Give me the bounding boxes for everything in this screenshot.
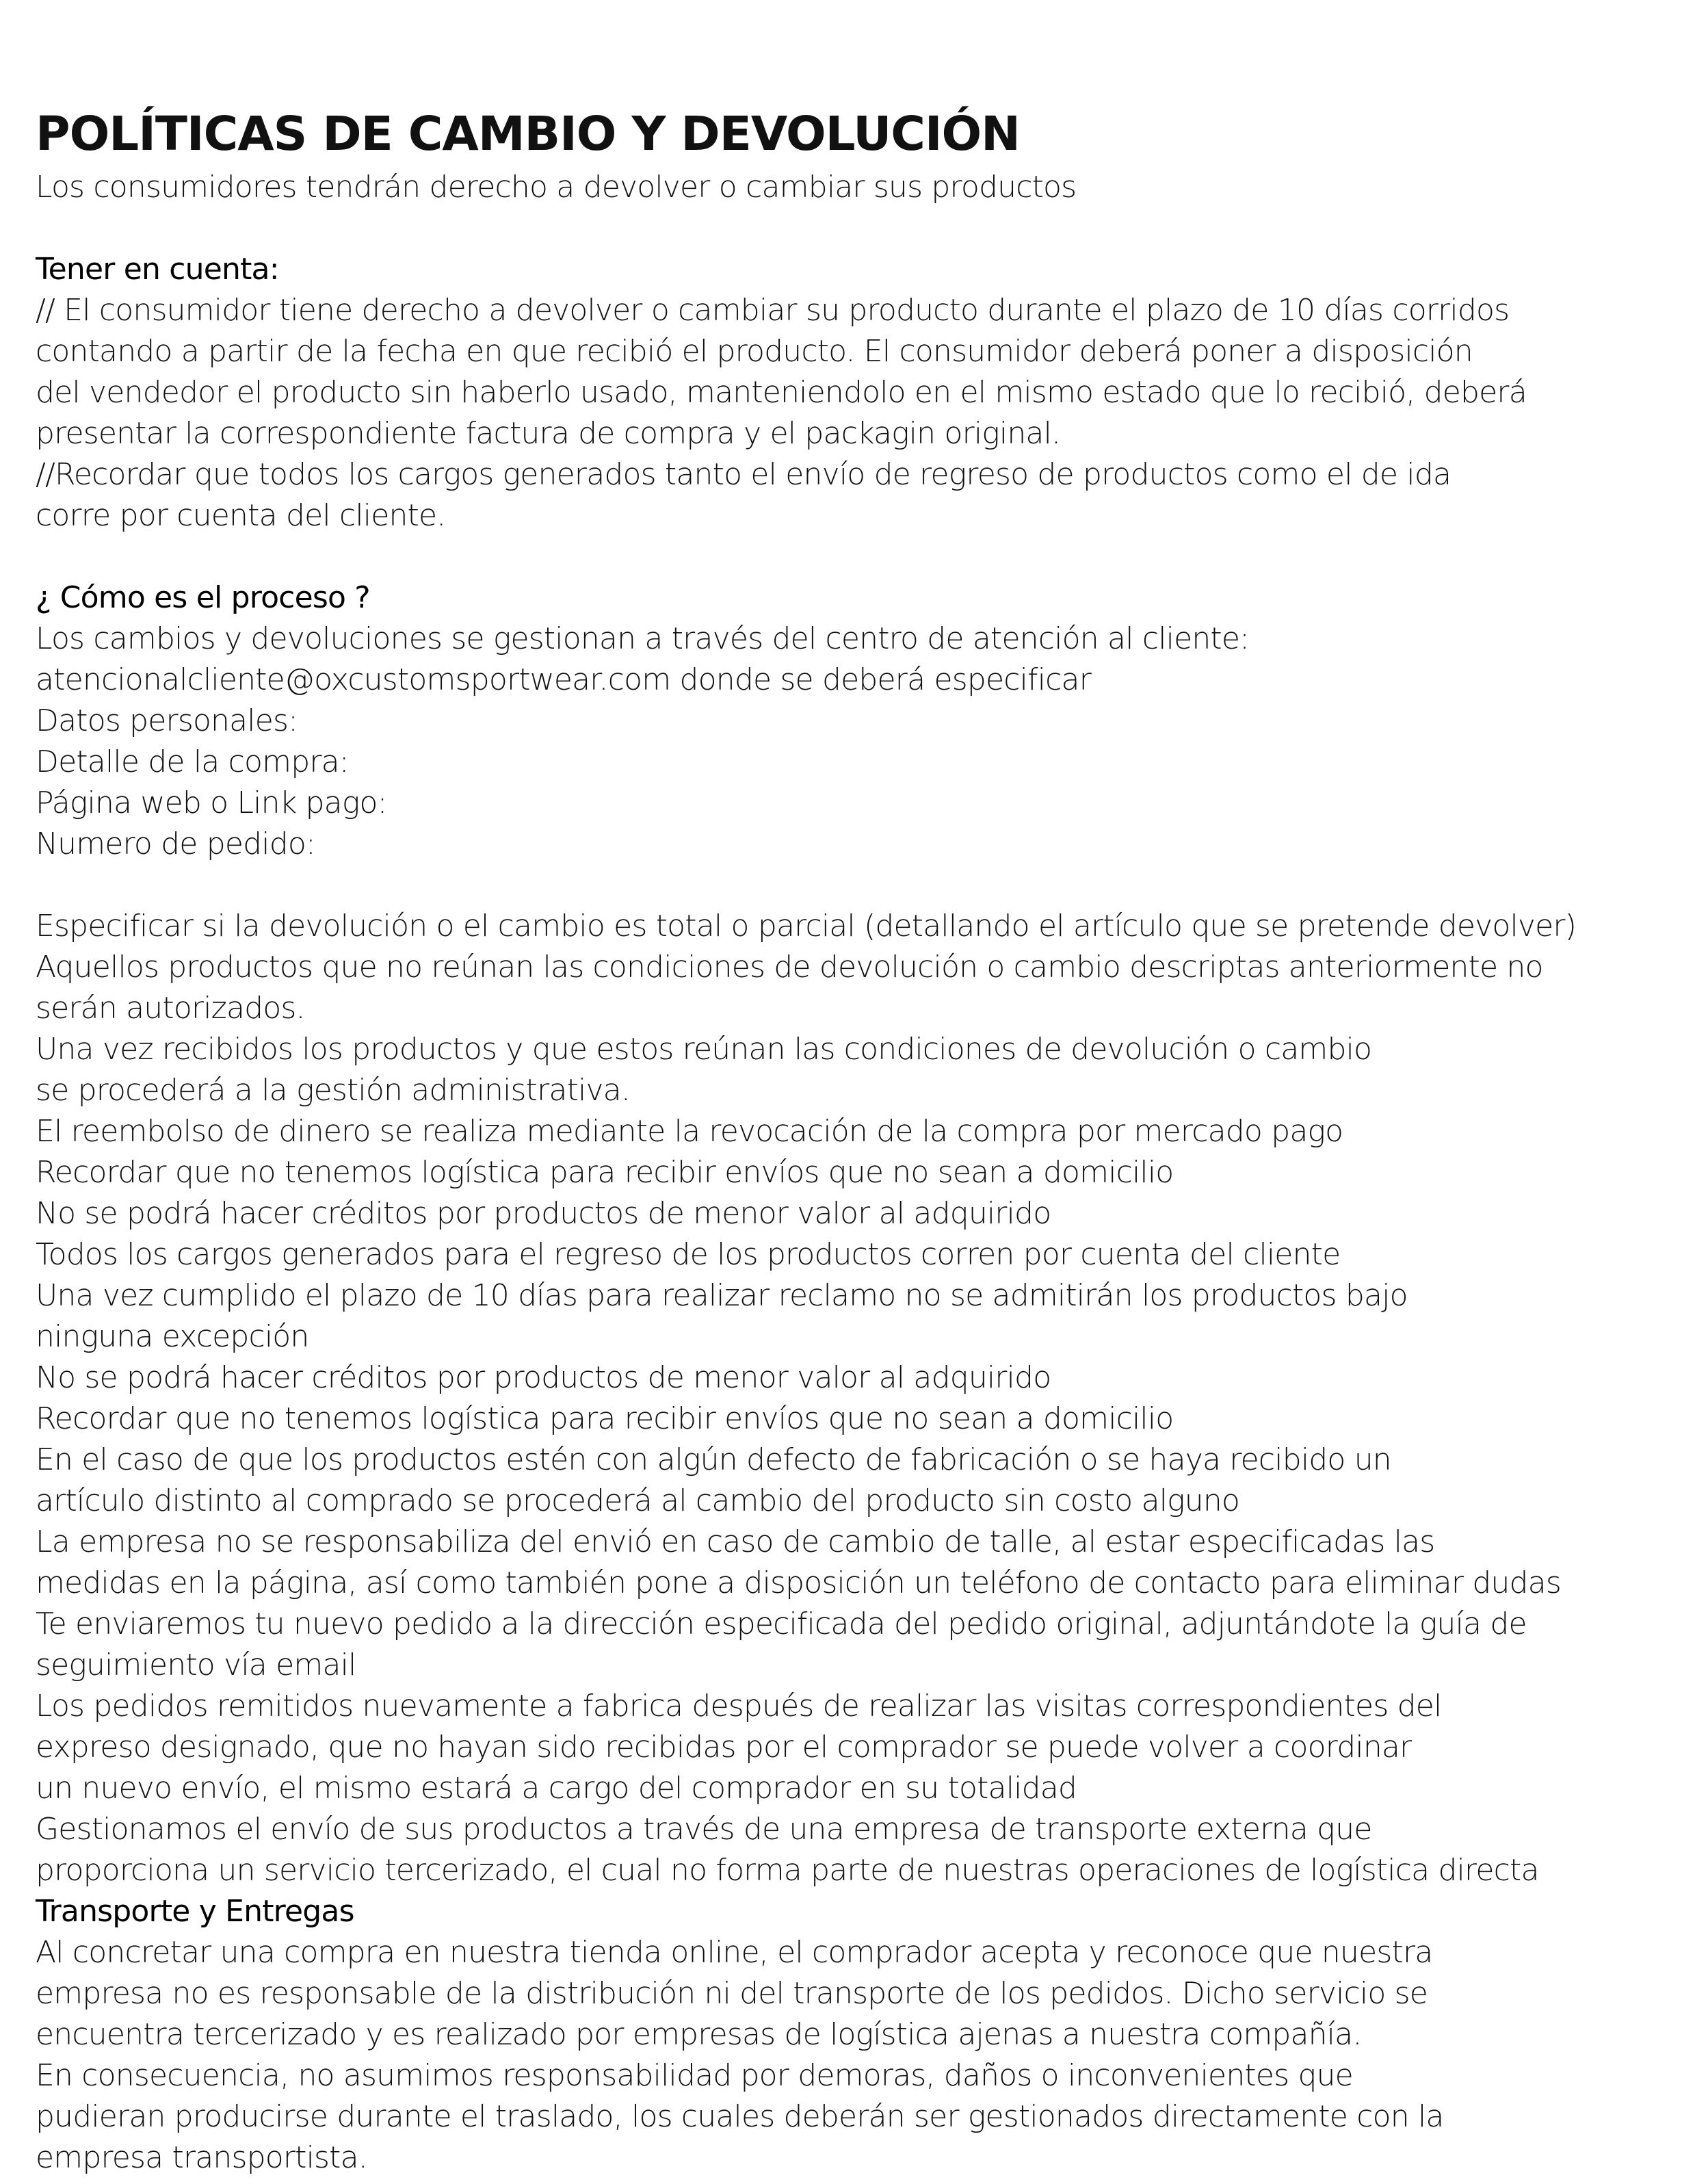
section-heading-transporte: Transporte y Entregas <box>36 1894 354 1929</box>
paragraph-line: empresa no es responsable de la distribución ni del transporte de los pedidos. Dicho servicio se <box>36 1976 1428 2011</box>
contact-email: atencionalcliente@oxcustomsportwear.com donde se deberá especificar <box>36 662 1092 697</box>
paragraph-line: Te enviaremos tu nuevo pedido a la dirección especificada del pedido original, adjuntándote la guía de <box>36 1607 1527 1641</box>
field-label-detalle-compra: Detalle de la compra: <box>36 744 349 779</box>
policy-document <box>36 101 1691 2179</box>
paragraph-line: serán autorizados. <box>36 991 305 1026</box>
paragraph-line: //Recordar que todos los cargos generados tanto el envío de regreso de productos como el de ida <box>36 457 1451 492</box>
paragraph-line: No se podrá hacer créditos por productos de menor valor al adquirido <box>36 1360 1051 1395</box>
paragraph-line: Los pedidos remitidos nuevamente a fabrica después de realizar las visitas correspondientes del <box>36 1689 1442 1724</box>
paragraph-line: se procederá a la gestión administrativa. <box>36 1073 631 1108</box>
paragraph-line: La empresa no se responsabiliza del envió en caso de cambio de talle, al estar especificadas las <box>36 1524 1435 1559</box>
paragraph-line: Especificar si la devolución o el cambio es total o parcial (detallando el artículo que se pretende devolver) <box>36 909 1577 944</box>
paragraph-line: medidas en la página, así como también pone a disposición un teléfono de contacto para eliminar dudas <box>36 1565 1561 1600</box>
paragraph-line: proporciona un servicio tercerizado, el cual no forma parte de nuestras operaciones de logística directa <box>36 1853 1539 1888</box>
paragraph-line: empresa transportista. <box>36 2140 367 2175</box>
paragraph-line: Una vez cumplido el plazo de 10 días para realizar reclamo no se admitirán los productos bajo <box>36 1278 1408 1313</box>
section-heading-tener-en-cuenta: Tener en cuenta: <box>36 252 279 287</box>
paragraph-line: Todos los cargos generados para el regreso de los productos corren por cuenta del cliente <box>36 1237 1341 1272</box>
spacer <box>36 536 1691 577</box>
paragraph-line: No se podrá hacer créditos por productos de menor valor al adquirido <box>36 1196 1051 1231</box>
page-title: POLÍTICAS DE CAMBIO Y DEVOLUCIÓN <box>36 107 1020 161</box>
field-label-pagina-web: Página web o Link pago: <box>36 785 387 820</box>
paragraph-line: corre por cuenta del cliente. <box>36 498 446 533</box>
paragraph-line: Los cambios y devoluciones se gestionan a través del centro de atención al cliente: <box>36 621 1250 656</box>
field-label-datos-personales: Datos personales: <box>36 703 298 738</box>
paragraph-line: Gestionamos el envío de sus productos a través de una empresa de transporte externa que <box>36 1812 1372 1847</box>
paragraph-line: seguimiento vía email <box>36 1648 356 1682</box>
paragraph-line: un nuevo envío, el mismo estará a cargo del comprador en su totalidad <box>36 1771 1077 1806</box>
paragraph-line: ninguna excepción <box>36 1319 309 1354</box>
paragraph-line: Una vez recibidos los productos y que estos reúnan las condiciones de devolución o cambio <box>36 1032 1372 1067</box>
paragraph-line: Al concretar una compra en nuestra tienda online, el comprador acepta y reconoce que nuestra <box>36 1935 1433 1970</box>
paragraph-line: // El consumidor tiene derecho a devolver o cambiar su producto durante el plazo de 10 días corridos <box>36 293 1510 328</box>
paragraph-line: En consecuencia, no asumimos responsabilidad por demoras, daños o inconvenientes que <box>36 2058 1353 2093</box>
paragraph-line: expreso designado, que no hayan sido recibidas por el comprador se puede volver a coordinar <box>36 1730 1412 1765</box>
paragraph-line: El reembolso de dinero se realiza mediante la revocación de la compra por mercado pago <box>36 1114 1343 1149</box>
section-heading-proceso: ¿ Cómo es el proceso ? <box>36 580 370 615</box>
paragraph-line: encuentra tercerizado y es realizado por empresas de logística ajenas a nuestra compañía. <box>36 2017 1362 2052</box>
paragraph-line: Recordar que no tenemos logística para recibir envíos que no sean a domicilio <box>36 1401 1174 1436</box>
paragraph-line: presentar la correspondiente factura de compra y el packagin original. <box>36 416 1061 451</box>
paragraph-line: contando a partir de la fecha en que recibió el producto. El consumidor deberá poner a disposición <box>36 334 1473 369</box>
field-label-numero-pedido: Numero de pedido: <box>36 827 315 861</box>
paragraph-line: pudieran producirse durante el traslado, los cuales deberán ser gestionados directamente con la <box>36 2099 1444 2134</box>
paragraph-line: artículo distinto al comprado se procederá al cambio del producto sin costo alguno <box>36 1483 1240 1518</box>
paragraph-line: Recordar que no tenemos logística para recibir envíos que no sean a domicilio <box>36 1155 1174 1190</box>
spacer <box>36 865 1691 906</box>
paragraph-line: En el caso de que los productos estén con algún defecto de fabricación o se haya recibido un <box>36 1442 1391 1477</box>
paragraph-line: Aquellos productos que no reúnan las condiciones de devolución o cambio descriptas anteriormente no <box>36 950 1543 985</box>
spacer <box>36 208 1691 249</box>
intro-text: Los consumidores tendrán derecho a devolver o cambiar sus productos <box>36 170 1077 205</box>
paragraph-line: del vendedor el producto sin haberlo usado, manteniendolo en el mismo estado que lo recibió, deberá <box>36 375 1527 410</box>
